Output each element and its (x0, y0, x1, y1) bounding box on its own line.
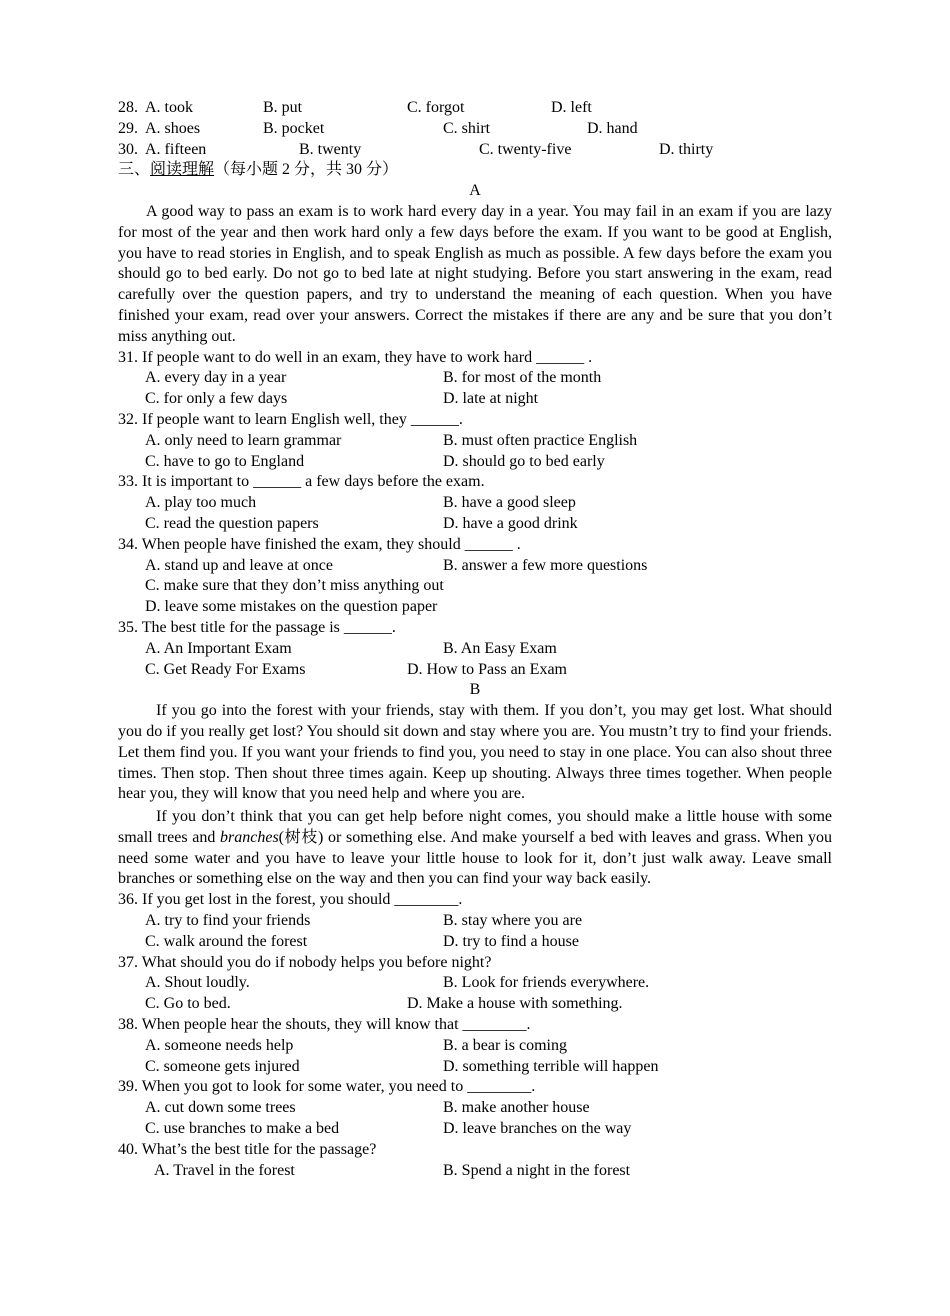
q39-options-row1 (118, 1098, 832, 1119)
q40-option-a: A. Travel in the forest (154, 1161, 295, 1179)
section-score: （每小题 2 分，共 30 分） (214, 161, 399, 179)
q34-option-c: C. make sure that they don’t miss anything out (145, 577, 444, 595)
q32-stem: 32. If people want to learn English well, they ______. (118, 410, 463, 428)
q28-option-c: C. forgot (407, 99, 465, 116)
q33-options-row1 (118, 493, 832, 514)
q29-option-a: A. shoes (145, 119, 201, 137)
q33-options-row2 (118, 514, 832, 535)
section-title: 阅读理解 (150, 161, 215, 179)
passage-b-p2-end: or something else. And make yourself a bed with leaves and grass. When you need some water and you have to leave your little house to look for it, don’t just walk away. Leave small branches or something else on the way and then you can find your way back easily. (118, 828, 833, 888)
q28-option-d: D. left (551, 99, 592, 116)
q30-option-d: D. thirty (659, 140, 714, 158)
q40-stem: 40. What’s the best title for the passage? (118, 1140, 377, 1158)
q36-option-c: C. walk around the forest (145, 932, 308, 950)
q33-option-a: A. play too much (145, 494, 257, 512)
passage-b-paragraph-2 (118, 807, 832, 890)
q30-option-b: B. twenty (299, 140, 362, 158)
q35-stem: 35. The best title for the passage is ______. (118, 618, 396, 636)
q34-option-a: A. stand up and leave at once (145, 556, 333, 574)
q32-option-b: B. must often practice English (443, 431, 638, 449)
passage-a-label: A (469, 182, 481, 200)
q32-options-row1 (118, 431, 832, 452)
q30-option-a: A. fifteen (145, 140, 207, 158)
q36-options-row2 (118, 932, 832, 953)
q34-stem: 34. When people have finished the exam, they should ______ . (118, 535, 521, 553)
q28-option-b: B. put (263, 99, 303, 116)
q33-option-c: C. read the question papers (145, 514, 319, 532)
q35-options-row2 (118, 660, 832, 681)
q28-option-a: A. took (145, 99, 193, 116)
q38-option-b: B. a bear is coming (443, 1036, 567, 1054)
section-heading (118, 160, 832, 181)
q37-option-a: A. Shout loudly. (145, 974, 250, 992)
q37-option-d: D. Make a house with something. (407, 995, 623, 1013)
q30-num: 30. (118, 140, 138, 158)
q29-num: 29. (118, 119, 138, 137)
q33-option-b: B. have a good sleep (443, 494, 576, 512)
q36-option-d: D. try to find a house (443, 932, 579, 950)
q36-stem: 36. If you get lost in the forest, you should ________. (118, 891, 463, 909)
q37-stem: 37. What should you do if nobody helps you before night? (118, 953, 492, 971)
question-28 (118, 98, 832, 119)
passage-b-p2-start: If you don’t think that you can get help before night comes, you should make a little house with some small trees and (118, 808, 832, 846)
q35-option-c: C. Get Ready For Exams (145, 660, 306, 678)
q37-option-b: B. Look for friends everywhere. (443, 974, 650, 992)
q38-options-row1 (118, 1036, 832, 1057)
q35-option-a: A. An Important Exam (145, 639, 292, 657)
q33-option-d: D. have a good drink (443, 514, 578, 532)
q31-stem: 31. If people want to do well in an exam, they have to work hard ______ . (118, 348, 593, 366)
q32-options-row2 (118, 452, 832, 473)
q31-options-row1 (118, 368, 832, 389)
q37-options-row1 (118, 973, 832, 994)
q29-option-c: C. shirt (443, 119, 491, 137)
question-30 (118, 140, 832, 161)
q34-option-b: B. answer a few more questions (443, 556, 648, 574)
q34-option-d-row (118, 597, 832, 618)
q32-option-c: C. have to go to England (145, 452, 305, 470)
exam-page (118, 98, 832, 1181)
q34-option-c-row (118, 576, 832, 597)
q40-option-b: B. Spend a night in the forest (443, 1161, 631, 1179)
q38-stem: 38. When people hear the shouts, they will know that ________. (118, 1016, 531, 1034)
q35-options-row1 (118, 639, 832, 660)
q29-option-d: D. hand (587, 119, 638, 137)
q32-option-d: D. should go to bed early (443, 452, 605, 470)
q39-option-a: A. cut down some trees (145, 1099, 296, 1117)
q39-option-c: C. use branches to make a bed (145, 1120, 340, 1138)
q28-num: 28. (118, 99, 138, 116)
q34-options-row1 (118, 556, 832, 577)
q39-options-row2 (118, 1119, 832, 1140)
q38-option-c: C. someone gets injured (145, 1057, 300, 1075)
q39-option-d: D. leave branches on the way (443, 1120, 632, 1138)
q35-option-b: B. An Easy Exam (443, 639, 557, 657)
q33-stem: 33. It is important to ______ a few days before the exam. (118, 473, 485, 491)
q32-option-a: A. only need to learn grammar (145, 431, 342, 449)
question-29 (118, 119, 832, 140)
q38-options-row2 (118, 1057, 832, 1078)
passage-b-p2-italic-word: branches (220, 828, 279, 846)
passage-b-paragraph-1: If you go into the forest with your friends, stay with them. If you don’t, you may get lost. What should you do if you really get lost? You should sit down and stay where you are. You mustn’t try to find your friends. Let them find you. If you want your friends to find you, you need to stay in one place. You can also shout three times. Then stop. Then shout three times again. Keep up shouting. Always three times together. When people hear you, they will know that you need help and where you are. (118, 702, 832, 803)
q36-option-b: B. stay where you are (443, 912, 583, 930)
q31-options-row2 (118, 389, 832, 410)
passage-a-text: A good way to pass an exam is to work hard every day in a year. You may fail in an exam if you are lazy for most of the year and then work hard only a few days before the exam. If you want to be good at English, you have to read stories in English, and to speak English as much as possible. A few days before the exam you should go to bed early. Do not go to bed late at night studying. Before you start answering in the exam, read carefully over the question papers, and try to understand the meaning of each question. When you have finished your exam, read over your answers. Correct the mistakes if there are any and be sure that you don’t miss anything out. (118, 202, 832, 345)
q37-options-row2 (118, 994, 832, 1015)
section-prefix: 三、 (118, 161, 151, 179)
q35-option-d: D. How to Pass an Exam (407, 660, 567, 678)
q38-option-a: A. someone needs help (145, 1036, 294, 1054)
q39-stem: 39. When you got to look for some water, you need to ________. (118, 1078, 536, 1096)
passage-b-label: B (469, 681, 481, 699)
q31-option-a: A. every day in a year (145, 369, 287, 387)
q37-option-c: C. Go to bed. (145, 995, 231, 1013)
passage-b-p2-gloss: (树枝) (278, 828, 324, 846)
q31-option-b: B. for most of the month (443, 369, 602, 387)
q40-options-row1 (118, 1161, 832, 1182)
q31-option-c: C. for only a few days (145, 390, 288, 408)
q29-option-b: B. pocket (263, 119, 325, 137)
q39-option-b: B. make another house (443, 1099, 590, 1117)
q36-option-a: A. try to find your friends (145, 912, 311, 930)
q34-option-d: D. leave some mistakes on the question paper (145, 598, 438, 616)
q36-options-row1 (118, 911, 832, 932)
q30-option-c: C. twenty-five (479, 140, 572, 158)
q31-option-d: D. late at night (443, 390, 539, 408)
q38-option-d: D. something terrible will happen (443, 1057, 659, 1075)
